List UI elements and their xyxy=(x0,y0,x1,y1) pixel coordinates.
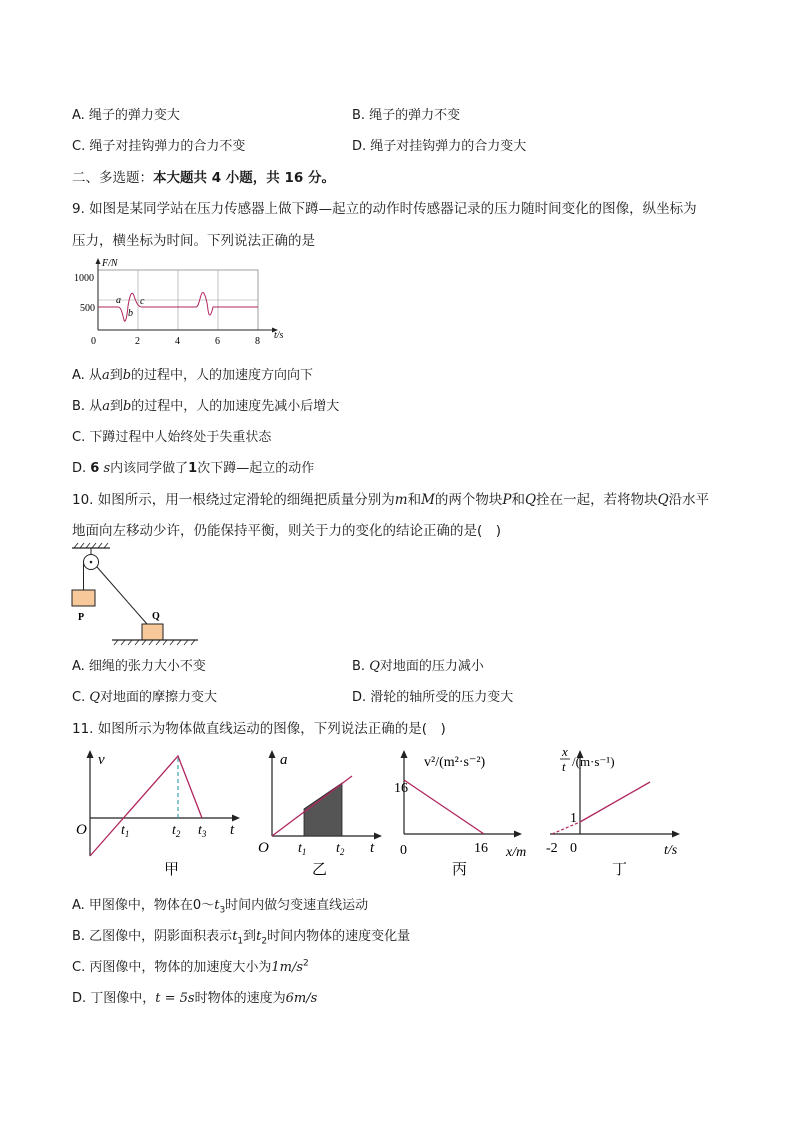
q11-opt-b-var1: t xyxy=(232,929,238,944)
q11-opt-b-mid: 到 xyxy=(243,929,257,944)
ding-xtick-neg2: -2 xyxy=(546,841,558,856)
q10-option-a: A. 细绳的张力大小不变 xyxy=(72,659,206,674)
ding-line xyxy=(580,782,650,822)
q10-rope-right xyxy=(97,567,147,624)
q10-pulley-figure xyxy=(66,542,206,646)
q9-ytick-0: 0 xyxy=(91,336,96,347)
jia-ylabel: v xyxy=(98,752,105,768)
jia-origin: O xyxy=(76,822,87,838)
q10-ground-hatch xyxy=(114,640,195,645)
yi-ylabel: a xyxy=(280,752,288,768)
bing-xtick-16: 16 xyxy=(474,841,488,856)
q10-pulley-center xyxy=(90,561,93,564)
q8-option-b: B. 绳子的弹力不变 xyxy=(352,108,461,123)
jia-tick-t1: $t_1$ xyxy=(121,823,130,839)
q9-ytick-1000: 1000 xyxy=(74,273,94,284)
ding-x-arrow xyxy=(672,831,680,838)
q11-opt-a-pre: A. 甲图像中，物体在0～ xyxy=(72,898,215,913)
yi-tick-t2: $t_2$ xyxy=(336,841,345,857)
q11-stem: 11. 如图所示为物体做直线运动的图像，下列说法正确的是( ) xyxy=(72,721,446,737)
q9-y-arrow xyxy=(96,258,101,264)
bing-xlabel: x/m xyxy=(506,845,527,860)
q10-stem-line1 xyxy=(72,488,709,508)
q9-ytick-500: 500 xyxy=(80,303,95,314)
ding-ytick-1: 1 xyxy=(570,811,577,826)
q9-opt-b-pre: B. 从 xyxy=(72,399,103,414)
q10-option-b xyxy=(352,655,484,674)
q11-opt-a-var: t xyxy=(214,898,220,913)
q10-opt-c-post: 对地面的摩擦力变大 xyxy=(100,690,218,705)
q9-opt-d-post: 次下蹲—起立的动作 xyxy=(197,461,315,476)
q10-l1-p6: 和 xyxy=(511,492,525,508)
q11-opt-d-mid: 时物体的速度为 xyxy=(194,991,286,1006)
bing-ylabel: v²/(m²·s⁻²) xyxy=(424,755,486,770)
q10-l1-Q2: Q xyxy=(657,492,669,508)
q11-graph-ding xyxy=(546,742,702,880)
yi-x-arrow xyxy=(374,833,382,840)
q9-option-c: C. 下蹲过程中人始终处于失重状态 xyxy=(72,430,272,445)
q11-graph-bing xyxy=(392,746,552,880)
q9-opt-d-num2: 1 xyxy=(188,461,198,476)
section-2-prefix: 二、多选题： xyxy=(72,170,153,186)
q8-option-c: C. 绳子对挂钩弹力的合力不变 xyxy=(72,139,246,154)
q11-option-b xyxy=(72,925,410,947)
q11-opt-d-eq: t = 5s xyxy=(155,991,195,1006)
q10-ceiling-hatch xyxy=(74,543,108,548)
ding-ylabel-unit: /(m·s⁻¹) xyxy=(572,754,615,769)
q10-l1-p2: 和 xyxy=(407,492,422,508)
q10-block-p xyxy=(72,590,95,606)
q11-option-a xyxy=(72,894,368,916)
q9-opt-a-post: 的过程中，人的加速度方向向下 xyxy=(131,368,314,383)
q9-opt-b-mid: 到 xyxy=(109,399,123,414)
yi-origin: O xyxy=(258,840,269,856)
q9-opt-b-var1: a xyxy=(102,399,110,414)
yi-tick-t1: $t_1$ xyxy=(298,841,307,857)
q11-opt-b-post: 时间内物体的速度变化量 xyxy=(267,929,411,944)
q9-opt-a-var1: a xyxy=(101,368,110,383)
q11-opt-a-sub: 3 xyxy=(219,905,226,916)
jia-xlabel: t xyxy=(230,822,235,838)
q10-stem-line2: 地面向左移动少许，仍能保持平衡，则关于力的变化的结论正确的是( ) xyxy=(72,523,502,539)
q10-label-q: Q xyxy=(152,611,160,622)
q10-l1-P: P xyxy=(502,492,512,508)
q9-point-b: b xyxy=(128,308,133,319)
q11-opt-c-val: 1 xyxy=(271,960,280,975)
q9-option-a xyxy=(72,364,313,383)
q9-stem-line2: 压力，横坐标为时间。下列说法正确的是 xyxy=(72,233,315,249)
q11-opt-c-exp: 2 xyxy=(303,958,309,969)
q9-opt-b-var2: b xyxy=(122,399,132,414)
q8-option-d: D. 绳子对挂钩弹力的合力变大 xyxy=(352,139,527,154)
q11-opt-c-pre: C. 丙图像中，物体的加速度大小为 xyxy=(72,960,272,975)
q11-opt-d-unit: m/s xyxy=(293,991,318,1006)
q10-l1-p0: 10. 如图所示，用一根绕过定滑轮的细绳把质量分别为 xyxy=(72,492,395,508)
yi-y-arrow xyxy=(269,750,276,758)
q11-option-c xyxy=(72,956,309,975)
yi-xlabel: t xyxy=(370,840,375,856)
jia-tick-t2: $t_2$ xyxy=(172,823,181,839)
q9-opt-b-post: 的过程中，人的加速度先减小后增大 xyxy=(131,399,340,414)
bing-origin: 0 xyxy=(400,843,407,858)
q10-opt-b-var: Q xyxy=(369,659,380,674)
bing-line xyxy=(404,780,484,834)
q10-l1-p8: 拴在一起，若将物块 xyxy=(536,492,658,508)
q10-l1-p10: 沿水平 xyxy=(668,492,710,508)
q9-point-a: a xyxy=(116,295,121,306)
jia-velocity-line xyxy=(90,756,202,856)
q9-opt-d-mid: 内该同学做了 xyxy=(110,461,189,476)
jia-caption: 甲 xyxy=(164,862,180,878)
q9-opt-d-pre: D. xyxy=(72,461,91,476)
q11-opt-b-sub2: 2 xyxy=(261,936,268,947)
q11-opt-a-post: 时间内做匀变速直线运动 xyxy=(225,898,369,913)
yi-shaded-area xyxy=(304,783,342,836)
q11-graph-yi xyxy=(256,746,384,880)
yi-caption: 乙 xyxy=(312,862,328,878)
ding-caption: 丁 xyxy=(612,862,628,878)
q9-opt-a-pre: A. 从 xyxy=(72,368,102,383)
q9-ylabel: F/N xyxy=(102,258,118,269)
q9-option-b xyxy=(72,395,339,414)
q8-option-a: A. 绳子的弹力变大 xyxy=(72,108,180,123)
q10-opt-c-var: Q xyxy=(89,690,101,705)
q11-opt-b-sub1: 1 xyxy=(237,936,244,947)
ding-ylabel-num: x xyxy=(562,744,568,759)
q9-force-time-graph xyxy=(72,256,292,350)
section-2-text: 本大题共 4 小题，共 16 分。 xyxy=(153,170,335,186)
q9-stem-line1: 9. 如图是某同学站在压力传感器上做下蹲—起立的动作时传感器记录的压力随时间变化的图像，纵坐标为 xyxy=(72,201,697,217)
q9-xtick-8: 8 xyxy=(255,336,260,347)
q10-l1-m: m xyxy=(394,492,408,508)
bing-y-arrow xyxy=(401,750,408,758)
q10-opt-c-pre: C. xyxy=(72,690,90,705)
q9-option-d xyxy=(72,457,314,476)
q11-option-d xyxy=(72,987,317,1006)
q10-l1-M: M xyxy=(421,492,435,508)
q11-opt-d-val: 6 xyxy=(285,991,294,1006)
q10-option-d: D. 滑轮的轴所受的压力变大 xyxy=(352,690,514,705)
q9-xtick-4: 4 xyxy=(175,336,180,347)
q9-xlabel: t/s xyxy=(274,330,284,341)
q10-opt-b-pre: B. xyxy=(352,659,370,674)
q10-l1-p4: 的两个物块 xyxy=(434,492,503,508)
q10-l1-Q: Q xyxy=(525,492,537,508)
q9-opt-a-var2: b xyxy=(122,368,132,383)
q11-opt-c-unit: m/s xyxy=(279,960,304,975)
q9-opt-d-unit: s xyxy=(99,461,111,476)
q10-option-c xyxy=(72,686,217,705)
q10-opt-b-post: 对地面的压力减小 xyxy=(379,659,484,674)
q9-opt-d-num: 6 xyxy=(90,461,100,476)
ding-xlabel: t/s xyxy=(664,843,678,858)
q9-xtick-6: 6 xyxy=(215,336,220,347)
q11-opt-b-var2: t xyxy=(256,929,262,944)
q9-opt-a-mid: 到 xyxy=(109,368,123,383)
ding-ylabel-den: t xyxy=(562,759,566,774)
bing-ytick-16: 16 xyxy=(394,781,408,796)
jia-tick-t3: $t_3$ xyxy=(198,823,207,839)
ding-origin: 0 xyxy=(570,841,577,856)
q11-opt-d-pre: D. 丁图像中， xyxy=(72,991,156,1006)
bing-x-arrow xyxy=(514,831,522,838)
q11-opt-b-pre: B. 乙图像中，阴影面积表示 xyxy=(72,929,233,944)
q10-block-q xyxy=(142,624,163,640)
q9-point-c: c xyxy=(140,296,145,307)
q10-label-p: P xyxy=(78,612,85,623)
jia-y-arrow xyxy=(87,750,94,758)
q9-xtick-2: 2 xyxy=(135,336,140,347)
q11-graph-jia xyxy=(74,746,244,880)
section-2-header xyxy=(72,166,335,186)
bing-caption: 丙 xyxy=(452,862,468,878)
jia-x-arrow xyxy=(232,815,240,822)
